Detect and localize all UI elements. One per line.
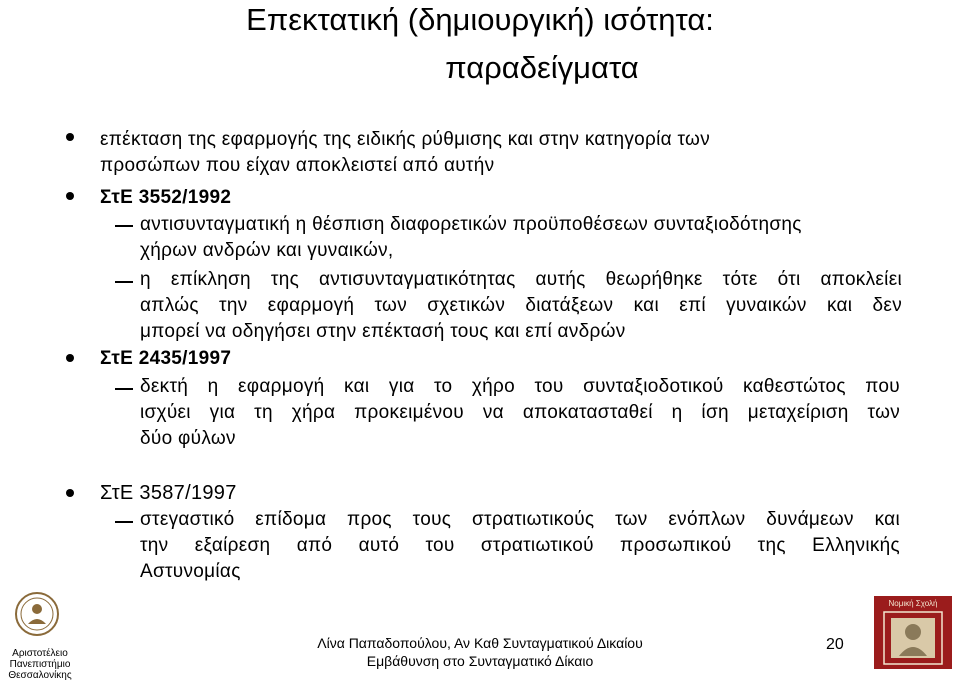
slide-title: Επεκτατική (δημιουργική) ισότητα: <box>246 2 714 37</box>
slide-subtitle: παραδείγματα <box>445 50 639 85</box>
sub-3-1-text: δεκτή η εφαρμογή και για το χήρο του συνταξιοδοτικού καθεστώτος που ισχύει για τη χήρα προκειμένου να αποκατασταθεί η ίση μεταχείριση των δύο φύλων <box>140 376 900 449</box>
bullet-icon <box>66 489 74 497</box>
law-school-logo: Νομική Σχολή <box>874 596 952 669</box>
sub-4-1-text: στεγαστικό επίδομα προς τους στρατιωτικούς των ενόπλων δυνάμεων και την εξαίρεση από αυτό του στρατιωτικού προσωπικού της Ελληνικής Αστυνομίας <box>140 509 900 582</box>
sub-2-1-text: αντισυνταγματική η θέσπιση διαφορετικών προϋποθέσεων συνταξιοδότησης χήρων ανδρών και γυναικών, <box>140 214 802 261</box>
bullet-2-heading: ΣτΕ 3552/1992 <box>100 187 232 208</box>
university-name: Αριστοτέλειο Πανεπιστήμιο Θεσσαλονίκης <box>8 648 72 681</box>
dash-icon <box>115 521 133 523</box>
bullet-4-heading: ΣτΕ 3587/1997 <box>100 482 237 504</box>
footer-credit: Λίνα Παπαδοπούλου, Αν Καθ Συνταγματικού Δικαίου Εμβάθυνση στο Συνταγματικό Δίκαιο <box>317 635 643 669</box>
bullet-icon <box>66 192 74 200</box>
dash-icon <box>115 225 133 227</box>
page-number: 20 <box>826 636 844 653</box>
university-seal-icon <box>14 590 60 640</box>
dash-icon <box>115 388 133 390</box>
bullet-3-heading: ΣτΕ 2435/1997 <box>100 348 232 369</box>
law-school-emblem-icon <box>874 608 952 668</box>
bullet-icon <box>66 133 74 141</box>
bullet-1-text: επέκταση της εφαρμογής της ειδικής ρύθμισης και στην κατηγορία των προσώπων που είχαν αποκλειστεί από αυτήν <box>100 129 710 176</box>
dash-icon <box>115 281 133 283</box>
bullet-icon <box>66 354 74 362</box>
sub-2-2-text: η επίκληση της αντισυνταγματικότητας αυτής θεωρήθηκε τότε ότι αποκλείει απλώς την εφαρμογή των σχετικών διατάξεων και επί γυναικών και δεν μπορεί να οδηγήσει στην επέκτασή τους και επί ανδρών <box>140 269 902 342</box>
